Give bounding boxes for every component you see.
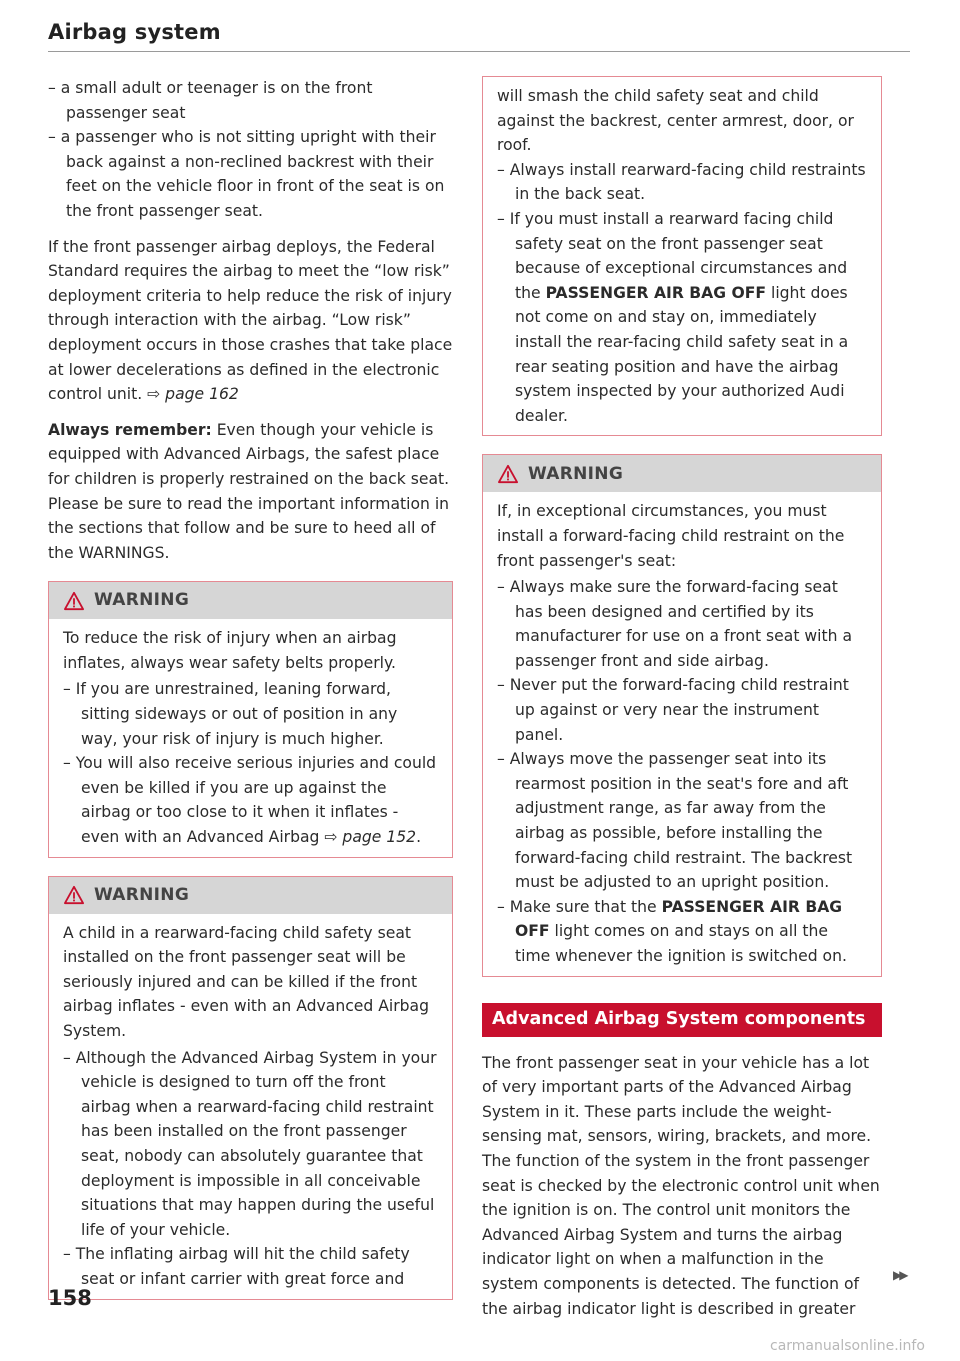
list-item: – You will also receive serious injuries and could even be killed if you are up against the airbag or too close to it when it inflates - even with an Advanced Airbag ⇨ page 152. (63, 754, 437, 847)
page-reference-link[interactable]: ⇨ page 162 (147, 385, 239, 404)
warning-continued-text: will smash the child safety seat and child against the backrest, center armrest, door, or roof. (497, 87, 854, 155)
right-column (482, 76, 882, 1332)
warning-intro: If, in exceptional circumstances, you must install a forward-facing child restraint on the front passenger's seat: (497, 502, 845, 570)
warning-body (49, 619, 452, 856)
list-item: – Although the Advanced Airbag System in your vehicle is designed to turn off the front airbag when a rearward-facing child restraint has been installed on the front passenger seat, nobody can absolutely guarantee that deployment is impossible in all conceivable situations that may happen during the useful life of your vehicle. (63, 1048, 437, 1239)
warning-intro: A child in a rearward-facing child safety seat installed on the front passenger seat will be seriously injured and can be killed if the front airbag inflates - even with an Advanced Airbag System. (63, 923, 430, 1040)
page-header-title: Airbag system (48, 20, 221, 44)
list-item: – The inflating airbag will hit the child safety seat or infant carrier with great force and (63, 1245, 410, 1288)
list-item: – Always move the passenger seat into its rearmost position in the seat's fore and aft adjustment range, as far away from the airbag as possible, before installing the forward-facing child restraint. The backrest must be adjusted to an upright position. (497, 750, 853, 892)
warning-triangle-icon (497, 464, 519, 484)
warning-header (49, 877, 452, 914)
passenger-airbag-off-label: PASSENGER AIR BAG OFF (545, 283, 767, 302)
header-divider (48, 51, 910, 52)
list-item: – If you are unrestrained, leaning forward, sitting sideways or out of position in any way, your risk of injury is much higher. (63, 680, 398, 748)
list-item: – If you must install a rearward facing child safety seat on the front passenger seat because of exceptional circumstances and the PASSENGER AIR BAG OFF light does not come on and stay on, immediately install the rear-facing child safety seat in a rear seating position and have the airbag system inspected by your authorized Audi dealer. (497, 209, 849, 425)
warning-header (483, 455, 881, 492)
paragraph-low-risk: If the front passenger airbag deploys, the Federal Standard requires the airbag to meet the “low risk” deployment criteria to help reduce the risk of injury through interaction with the airbag. “Low risk” deployment occurs in those crashes that take place at lower decelerations as defined in the electronic control unit. ⇨ page 162 (48, 237, 453, 404)
warning-label: WARNING (94, 590, 190, 611)
warning-box (48, 581, 453, 857)
warning-triangle-icon (63, 885, 85, 905)
left-column (48, 76, 453, 1314)
list-item: – a passenger who is not sitting upright with their back against a non-reclined backrest with their feet on the vehicle floor in front of the seat is on the front passenger seat. (48, 128, 445, 220)
watermark: carmanualsonline.info (770, 1338, 925, 1354)
always-remember-label: Always remember: (48, 420, 212, 439)
section-heading-bar (482, 1003, 882, 1037)
warning-triangle-icon (63, 591, 85, 611)
warning-label: WARNING (94, 884, 190, 905)
next-page-arrow-icon[interactable]: ▶▶ (893, 1268, 906, 1282)
list-item: – Make sure that the PASSENGER AIR BAG OFF light comes on and stays on all the time whenever the ignition is switched on. (497, 897, 847, 965)
warning-body (483, 77, 881, 435)
list-item: – a small adult or teenager is on the front passenger seat (48, 79, 373, 122)
page-number: 158 (48, 1286, 92, 1310)
warning-box (482, 454, 882, 976)
warning-box (48, 876, 453, 1300)
list-item: – Never put the forward-facing child restraint up against or very near the instrument panel. (497, 676, 849, 744)
page-reference-link[interactable]: ⇨ page 152 (324, 828, 417, 847)
warning-body (49, 914, 452, 1299)
section-body: The front passenger seat in your vehicle has a lot of very important parts of the Advanced Airbag System in it. These parts include the weight-sensing mat, sensors, wiring, brackets, and more. The function of the system in the front passenger seat is checked by the electronic control unit when the ignition is on. The control unit monitors the Advanced Airbag System and turns the airbag indicator light on when a malfunction in the system components is detected. The function of the airbag indicator light is described in greater (482, 1053, 880, 1318)
warning-box-continued (482, 76, 882, 436)
section-title: Advanced Airbag System components (492, 1009, 866, 1030)
paragraph-always-remember: Always remember: Even though your vehicle is equipped with Advanced Airbags, the safest place for children is properly restrained on the back seat. Please be sure to read the important information in the sections that follow and be sure to heed all of the WARNINGS. (48, 420, 450, 562)
warning-header (49, 582, 452, 619)
list-item: – Always make sure the forward-facing seat has been designed and certified by its manufacturer for use on a front seat with a passenger front and side airbag. (497, 578, 853, 670)
warning-label: WARNING (528, 463, 624, 484)
passenger-airbag-off-label: PASSENGER AIR BAG OFF (515, 897, 843, 941)
warning-body (483, 492, 881, 975)
warning-intro: To reduce the risk of injury when an airbag inflates, always wear safety belts properly. (63, 629, 397, 672)
list-item: – Always install rearward-facing child restraints in the back seat. (497, 160, 866, 204)
